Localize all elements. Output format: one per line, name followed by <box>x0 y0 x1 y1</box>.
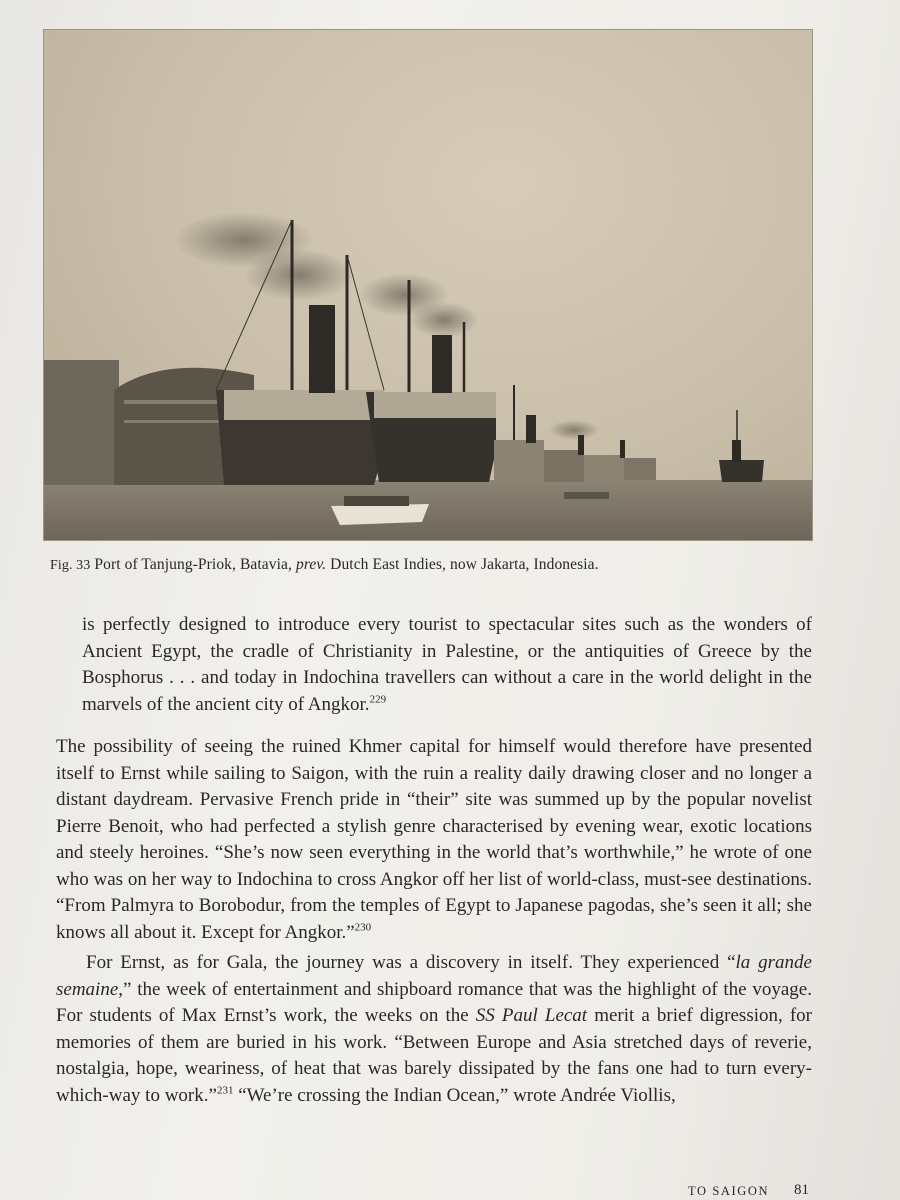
footnote-ref-231[interactable]: 231 <box>216 1084 234 1097</box>
body-text <box>56 734 812 1109</box>
page-footer <box>0 1182 900 1200</box>
ship-name: SS Paul Lecat <box>475 1005 588 1026</box>
harbour-illustration <box>44 30 812 540</box>
quote-text: is perfectly designed to introduce every tourist to spectacular sites such as the wonders of Ancient Egypt, the cradle of Christianity in Palestine, or the antiquities of Greece by the Bosphorus . . . and today in Indochina travellers can without a care in the world delight in the marvels of the ancient city of Angkor. <box>82 614 812 715</box>
paragraph-2-text-b: ,” the week of entertainment and shipboard romance that was the highlight of the voyage. For students of Max Ernst’s work, the weeks on the <box>56 978 812 1026</box>
harbour-photo <box>44 30 812 540</box>
figure-label: Fig. 33 <box>50 558 91 573</box>
quote-paragraph <box>82 612 812 718</box>
caption-text-end: Dutch East Indies, now Jakarta, Indonesia. <box>326 556 599 573</box>
footnote-ref-230[interactable]: 230 <box>354 921 372 934</box>
paragraph-2-italic-phrase: la grande semaine <box>56 952 812 1000</box>
paragraph-2-text-a: For Ernst, as for Gala, the journey was a discovery in itself. They experienced “ <box>86 952 736 973</box>
block-quote <box>82 612 812 718</box>
paragraph-1 <box>56 734 812 946</box>
caption-italic: prev. <box>295 556 327 573</box>
running-head: TO SAIGON <box>688 1184 770 1198</box>
footnote-ref-229[interactable]: 229 <box>369 693 387 706</box>
paragraph-2-text-d: “We’re crossing the Indian Ocean,” wrote Andrée Viollis, <box>233 1084 676 1106</box>
figure-caption <box>50 555 870 576</box>
paragraph-2 <box>56 950 812 1109</box>
caption-text-start: Port of Tanjung-Priok, Batavia, <box>94 556 296 573</box>
page-number: 81 <box>794 1182 809 1198</box>
paragraph-2-text-c: merit a brief digression, for memories of them are buried in his work. “Between Europe and Asia stretched days of reverie, nostalgia, hope, weariness, of heat that was barely dissipated by the fans one had to turn every-which-way to work.” <box>56 1005 812 1106</box>
paragraph-1-text: The possibility of seeing the ruined Khmer capital for himself would therefore have presented itself to Ernst while sailing to Saigon, with the ruin a reality daily drawing closer and no longer a distant daydream. Pervasive French pride in “their” site was summed up by the popular novelist Pierre Benoit, who had perfected a stylish genre characterised by evening wear, exotic locations and steely heroines. “She’s now seen everything in the world that’s worthwhile,” he wrote of one who was on her way to Indochina to cross Angkor off her list of world-class, must-see destinations. “From Palmyra to Borobodur, from the temples of Egypt to Japanese pagodas, she’s seen it all; she knows all about it. Except for Angkor.” <box>56 736 812 943</box>
